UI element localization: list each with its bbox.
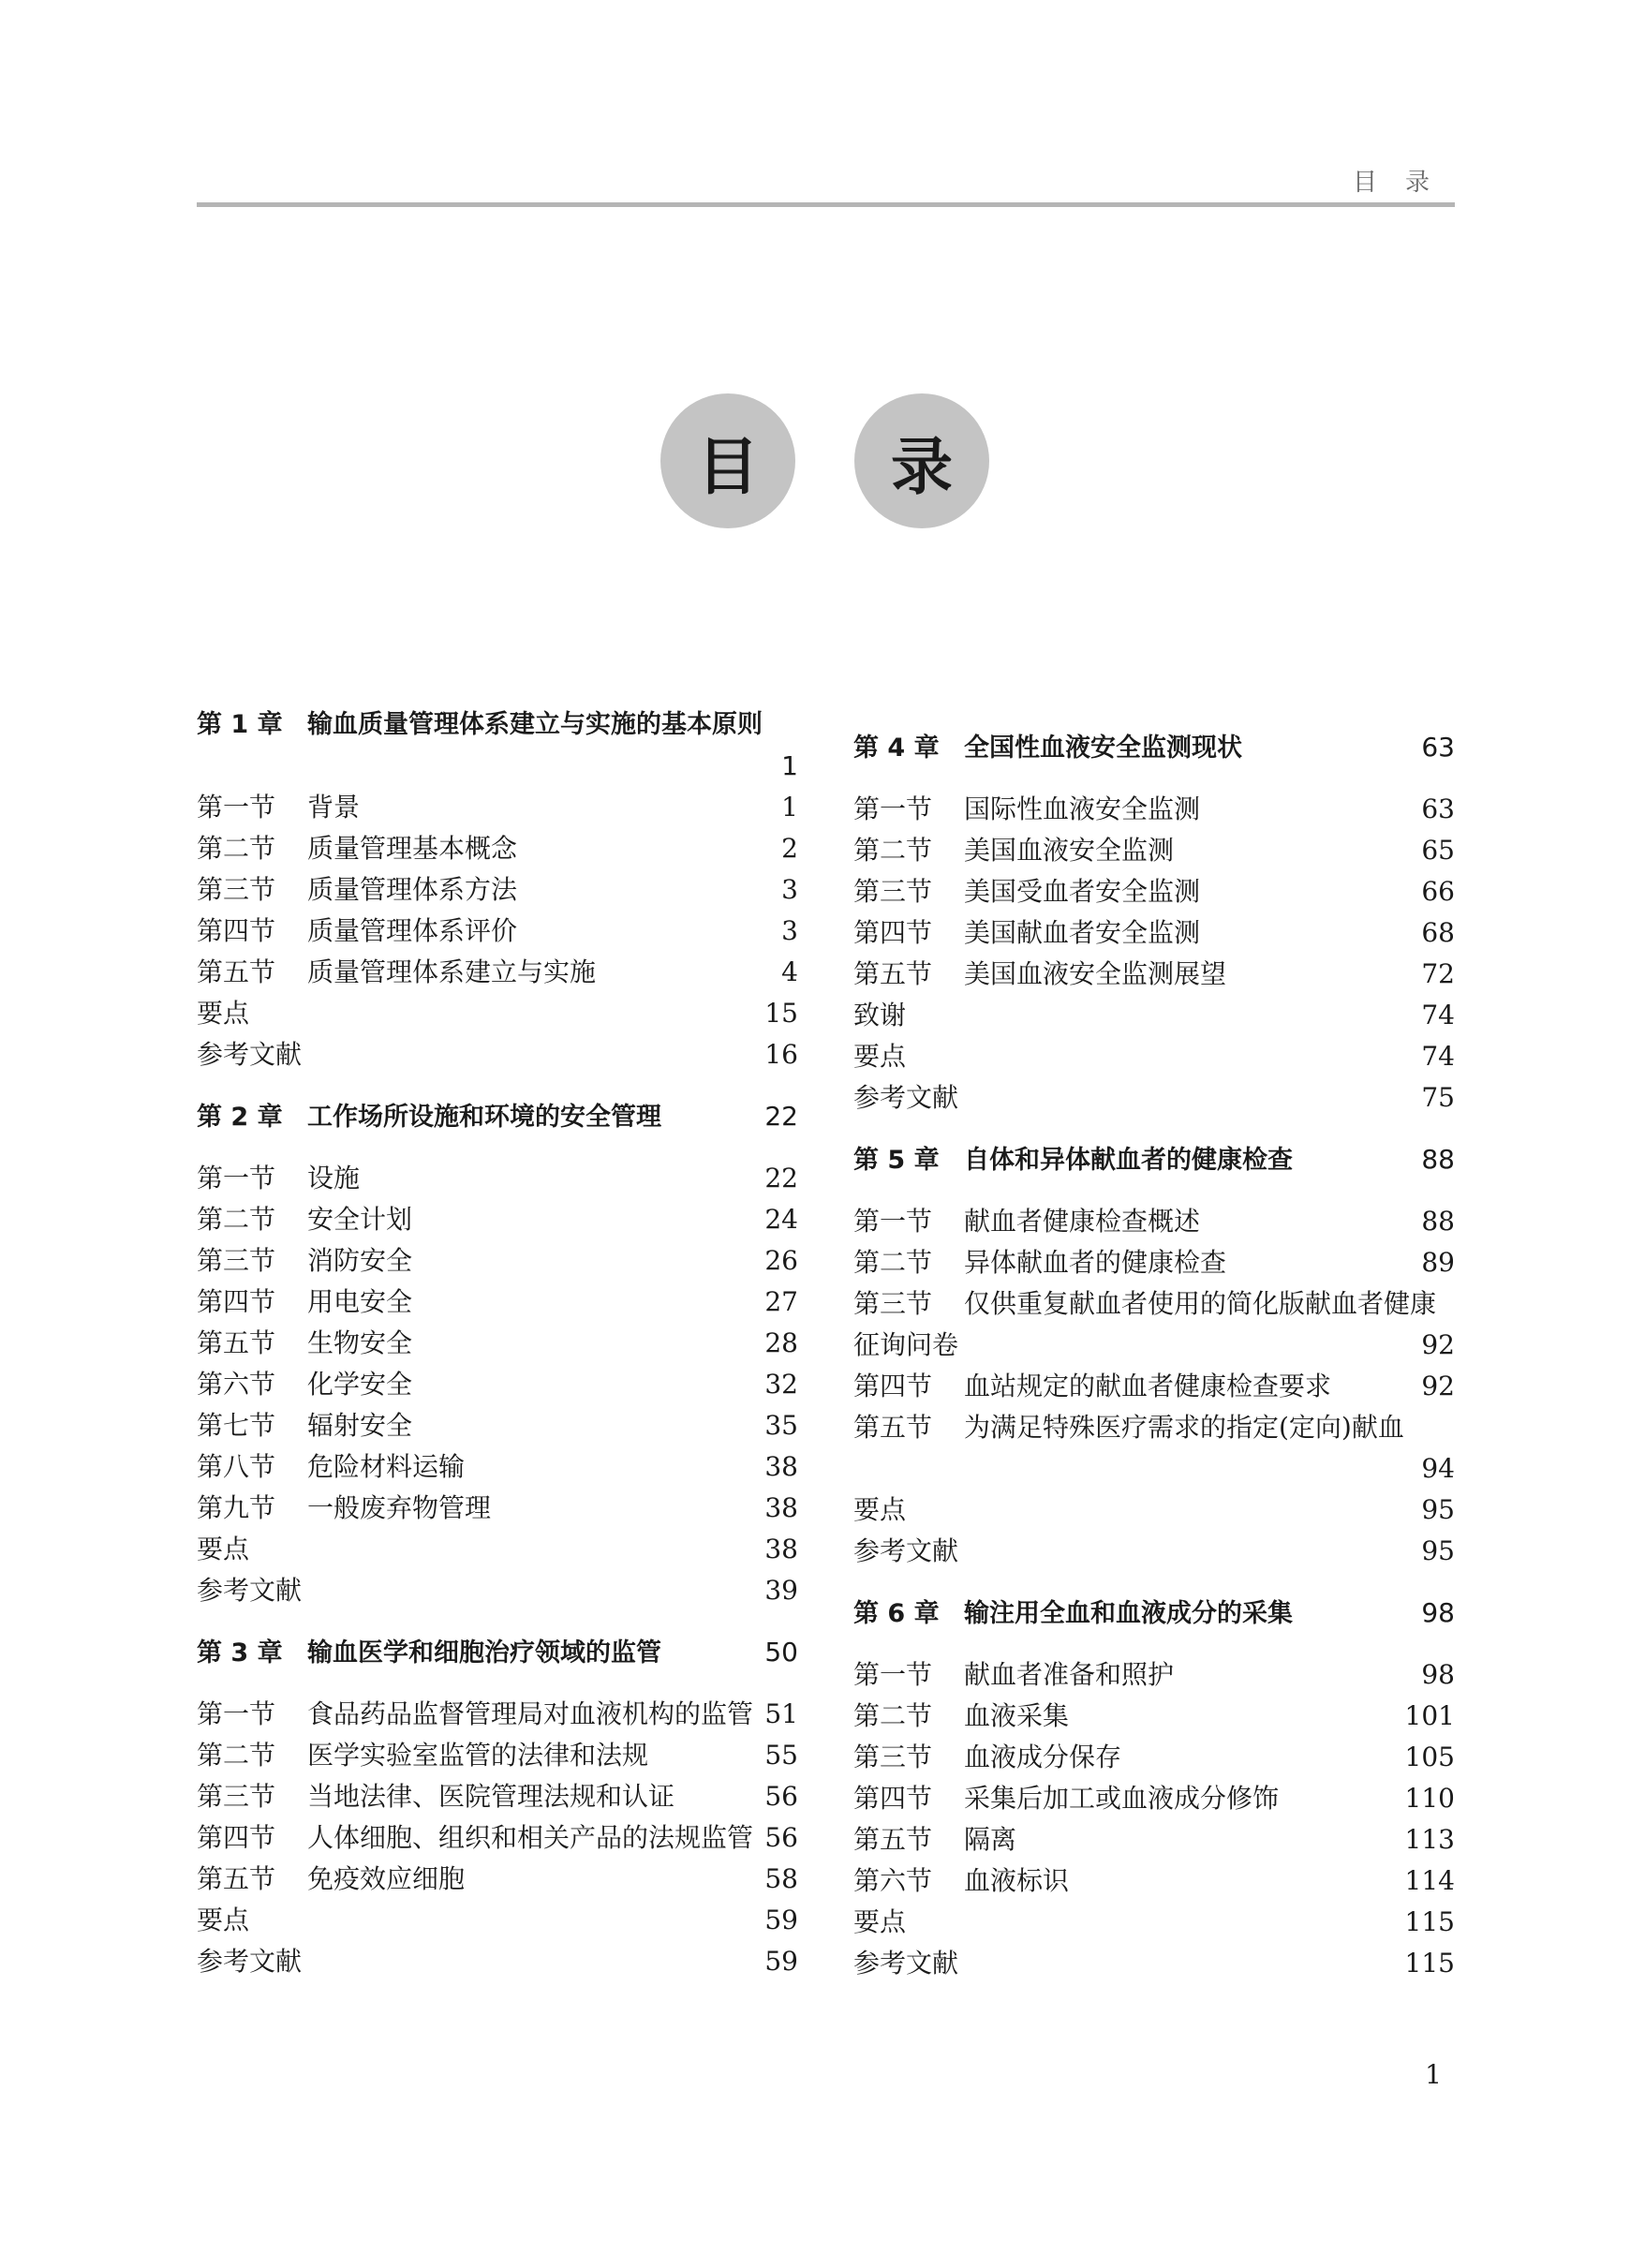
references-page: 39 (764, 1575, 798, 1606)
section-number: 第五节 (197, 1327, 276, 1358)
section-title: 质量管理体系建立与实施 (307, 956, 597, 987)
keypoints-page: 38 (764, 1534, 798, 1564)
toc-entry[interactable] (197, 911, 798, 952)
chapter-number: 第 3 章 (197, 1638, 283, 1668)
toc-entry[interactable] (853, 954, 1455, 995)
section-title: 仅供重复献血者使用的简化版献血者健康 (964, 1288, 1437, 1319)
section-page: 38 (764, 1451, 798, 1482)
toc-entry[interactable] (853, 1654, 1455, 1696)
section-page: 24 (764, 1204, 798, 1235)
toc-entry[interactable] (197, 828, 798, 869)
section-title: 安全计划 (307, 1204, 413, 1235)
section-page: 114 (1404, 1865, 1455, 1896)
section-title: 化学安全 (307, 1369, 413, 1400)
section-page: 92 (1421, 1371, 1455, 1401)
section-number: 第三节 (853, 876, 933, 907)
section-page: 35 (764, 1410, 798, 1441)
section-number: 第九节 (197, 1492, 276, 1523)
section-title: 一般废弃物管理 (307, 1492, 492, 1523)
section-title: 背景 (307, 792, 361, 823)
section-title: 采集后加工或血液成分修饰 (964, 1783, 1280, 1814)
chapter-title: 全国性血液安全监测现状 (964, 734, 1242, 763)
toc-entry-keypoints[interactable] (853, 1490, 1455, 1531)
toc-entry[interactable] (853, 1283, 1455, 1325)
keypoints-title: 要点 (853, 1906, 907, 1937)
section-title: 医学实验室监管的法律和法规 (307, 1740, 649, 1771)
toc-entry[interactable] (197, 1364, 798, 1405)
chapter-page: 63 (1421, 732, 1455, 763)
section-title: 消防安全 (307, 1245, 413, 1276)
section-title: 当地法律、医院管理法规和认证 (307, 1781, 675, 1812)
references-title: 参考文献 (197, 1946, 303, 1977)
chapter-title: 输血医学和细胞治疗领域的监管 (307, 1638, 661, 1668)
section-number: 第四节 (197, 1822, 276, 1853)
toc-entry-keypoints[interactable] (197, 1900, 798, 1941)
section-page: 101 (1404, 1700, 1455, 1731)
toc-entry[interactable] (853, 789, 1455, 830)
toc-entry-references[interactable] (197, 1941, 798, 1982)
chapter-page: 22 (764, 1101, 798, 1132)
toc-entry[interactable] (853, 1407, 1455, 1448)
section-page: 113 (1404, 1824, 1455, 1855)
toc-entry-keypoints[interactable] (197, 1529, 798, 1570)
toc-entry[interactable] (853, 1696, 1455, 1737)
section-page: 1 (781, 792, 798, 823)
toc-entry[interactable] (197, 1488, 798, 1529)
section-number: 第五节 (853, 958, 933, 989)
section-page: 3 (781, 874, 798, 905)
chapter-number: 第 4 章 (853, 734, 940, 763)
section-number: 第四节 (197, 915, 276, 946)
chapter-title: 输注用全血和血液成分的采集 (964, 1599, 1293, 1628)
toc-entry[interactable] (853, 1366, 1455, 1407)
references-title: 参考文献 (853, 1948, 959, 1979)
thanks-page: 74 (1421, 1000, 1455, 1030)
toc-entry-references[interactable] (853, 1077, 1455, 1119)
section-number: 第一节 (197, 1163, 276, 1193)
section-number: 第一节 (853, 793, 933, 824)
toc-entry[interactable] (853, 1201, 1455, 1242)
chapter-page: 98 (1421, 1597, 1455, 1628)
references-page: 95 (1421, 1535, 1455, 1566)
chapter-page: 1 (781, 750, 798, 781)
section-title: 血液成分保存 (964, 1742, 1122, 1772)
section-number: 第五节 (853, 1824, 933, 1855)
section-title: 隔离 (964, 1824, 1017, 1855)
chapter-6-heading[interactable] (853, 1593, 1455, 1634)
toc-entry[interactable] (853, 1819, 1455, 1860)
toc-entry-references[interactable] (853, 1943, 1455, 1984)
section-page: 58 (764, 1863, 798, 1894)
section-page: 32 (764, 1369, 798, 1400)
section-title: 辐射安全 (307, 1410, 413, 1441)
section-page: 66 (1421, 876, 1455, 907)
section-title: 血液标识 (964, 1865, 1070, 1896)
chapter-4-heading[interactable] (853, 727, 1455, 768)
section-number: 第七节 (197, 1410, 276, 1441)
section-title: 献血者健康检查概述 (964, 1206, 1201, 1237)
section-page: 38 (764, 1492, 798, 1523)
section-page: 56 (764, 1781, 798, 1812)
section-number: 第四节 (853, 917, 933, 948)
toc-right-column (853, 727, 1455, 1984)
toc-entry-references[interactable] (197, 1570, 798, 1611)
section-title: 危险材料运输 (307, 1451, 466, 1482)
toc-entry[interactable] (197, 1694, 798, 1735)
toc-entry-keypoints[interactable] (853, 1036, 1455, 1077)
section-title: 美国献血者安全监测 (964, 917, 1201, 948)
section-title: 质量管理体系评价 (307, 915, 518, 946)
section-title: 美国受血者安全监测 (964, 876, 1201, 907)
toc-entry[interactable] (853, 1737, 1455, 1778)
section-title: 生物安全 (307, 1327, 413, 1358)
section-page: 22 (764, 1163, 798, 1193)
references-title: 参考文献 (197, 1575, 303, 1606)
title-circle-2: 录 (854, 393, 989, 528)
chapter-title: 自体和异体献血者的健康检查 (964, 1146, 1293, 1175)
section-number: 第二节 (197, 1740, 276, 1771)
toc-entry[interactable] (197, 1735, 798, 1776)
running-head: 目录 (1352, 169, 1458, 197)
toc-entry[interactable] (197, 1158, 798, 1199)
section-page: 68 (1421, 917, 1455, 948)
section-number: 第一节 (853, 1659, 933, 1690)
keypoints-page: 59 (764, 1905, 798, 1935)
chapter-number: 第 2 章 (197, 1103, 283, 1132)
section-number: 第一节 (197, 1698, 276, 1729)
chapter-page: 50 (764, 1637, 798, 1668)
section-number: 第一节 (197, 792, 276, 823)
section-number: 第一节 (853, 1206, 933, 1237)
thanks-title: 致谢 (853, 1000, 907, 1030)
section-number: 第三节 (197, 1245, 276, 1276)
keypoints-title: 要点 (197, 1905, 250, 1935)
section-page: 55 (764, 1740, 798, 1771)
section-page: 65 (1421, 835, 1455, 866)
toc-left-column (197, 704, 798, 1982)
section-title: 用电安全 (307, 1286, 413, 1317)
section-number: 第三节 (853, 1742, 933, 1772)
toc-entry[interactable] (197, 1282, 798, 1323)
toc-entry[interactable] (197, 1776, 798, 1817)
section-number: 第四节 (197, 1286, 276, 1317)
page-number: 1 (1425, 2059, 1442, 2090)
chapter-3-heading[interactable] (197, 1632, 798, 1673)
toc-entry[interactable] (197, 1240, 798, 1282)
section-number: 第二节 (853, 835, 933, 866)
section-title: 异体献血者的健康检查 (964, 1247, 1227, 1278)
toc-entry[interactable] (853, 1242, 1455, 1283)
toc-entry-page-continuation[interactable] (853, 1448, 1455, 1490)
chapter-page: 88 (1421, 1144, 1455, 1175)
section-page: 88 (1421, 1206, 1455, 1237)
section-page: 92 (1421, 1329, 1455, 1360)
toc-entry[interactable] (197, 1446, 798, 1488)
toc-entry[interactable] (197, 1199, 798, 1240)
section-title: 设施 (307, 1163, 361, 1193)
toc-entry-continuation[interactable] (853, 1325, 1455, 1366)
chapter-number: 第 5 章 (853, 1146, 940, 1175)
section-number: 第五节 (197, 1863, 276, 1894)
section-page: 63 (1421, 793, 1455, 824)
toc-entry-keypoints[interactable] (853, 1902, 1455, 1943)
keypoints-page: 95 (1421, 1494, 1455, 1525)
references-page: 16 (764, 1039, 798, 1070)
references-title: 参考文献 (853, 1535, 959, 1566)
toc-entry-references[interactable] (853, 1531, 1455, 1572)
toc-entry-thanks[interactable] (853, 995, 1455, 1036)
toc-entry[interactable] (197, 952, 798, 993)
section-page: 28 (764, 1327, 798, 1358)
section-title: 质量管理体系方法 (307, 874, 518, 905)
section-title: 人体细胞、组织和相关产品的法规监管 (307, 1822, 754, 1853)
section-page: 3 (781, 915, 798, 946)
section-page: 72 (1421, 958, 1455, 989)
section-number: 第六节 (853, 1865, 933, 1896)
section-page: 51 (764, 1698, 798, 1729)
references-page: 59 (764, 1946, 798, 1977)
references-title: 参考文献 (853, 1082, 959, 1113)
section-number: 第二节 (853, 1247, 933, 1278)
toc-entry[interactable] (853, 1860, 1455, 1902)
section-page: 56 (764, 1822, 798, 1853)
header-rule (197, 202, 1455, 207)
chapter-title: 工作场所设施和环境的安全管理 (307, 1103, 661, 1132)
section-number: 第六节 (197, 1369, 276, 1400)
toc-entry[interactable] (197, 1405, 798, 1446)
section-number: 第三节 (853, 1288, 933, 1319)
section-page: 4 (781, 956, 798, 987)
section-number: 第八节 (197, 1451, 276, 1482)
references-page: 115 (1404, 1948, 1455, 1979)
keypoints-title: 要点 (853, 1041, 907, 1072)
section-title: 血站规定的献血者健康检查要求 (964, 1371, 1332, 1401)
section-number: 第二节 (853, 1700, 933, 1731)
section-page: 105 (1404, 1742, 1455, 1772)
toc-entry[interactable] (197, 1817, 798, 1859)
section-title: 美国血液安全监测 (964, 835, 1175, 866)
section-number: 第四节 (853, 1783, 933, 1814)
section-number: 第三节 (197, 874, 276, 905)
chapter-5-heading[interactable] (853, 1139, 1455, 1180)
section-title: 献血者准备和照护 (964, 1659, 1175, 1690)
toc-entry[interactable] (197, 787, 798, 828)
chapter-2-heading[interactable] (197, 1096, 798, 1137)
references-title: 参考文献 (197, 1039, 303, 1070)
toc-entry-references[interactable] (197, 1034, 798, 1075)
toc-entry[interactable] (853, 830, 1455, 871)
keypoints-title: 要点 (197, 998, 250, 1029)
section-page: 2 (781, 833, 798, 864)
section-title: 血液采集 (964, 1700, 1070, 1731)
section-number: 第二节 (197, 1204, 276, 1235)
keypoints-title: 要点 (853, 1494, 907, 1525)
toc-entry-keypoints[interactable] (197, 993, 798, 1034)
section-number: 第四节 (853, 1371, 933, 1401)
keypoints-page: 15 (764, 998, 798, 1029)
section-page: 110 (1404, 1783, 1455, 1814)
section-title: 质量管理基本概念 (307, 833, 518, 864)
chapter-title: 输血质量管理体系建立与实施的基本原则 (307, 710, 763, 739)
section-title: 食品药品监督管理局对血液机构的监管 (307, 1698, 754, 1729)
keypoints-title: 要点 (197, 1534, 250, 1564)
keypoints-page: 74 (1421, 1041, 1455, 1072)
toc-entry[interactable] (853, 912, 1455, 954)
title-circle-1: 目 (660, 393, 795, 528)
section-page: 27 (764, 1286, 798, 1317)
chapter-number: 第 6 章 (853, 1599, 940, 1628)
section-title-continued: 征询问卷 (853, 1329, 959, 1360)
section-title: 美国血液安全监测展望 (964, 958, 1227, 989)
section-title: 免疫效应细胞 (307, 1863, 466, 1894)
toc-entry[interactable] (853, 1778, 1455, 1819)
section-number: 第五节 (197, 956, 276, 987)
references-page: 75 (1421, 1082, 1455, 1113)
toc-entry[interactable] (197, 1323, 798, 1364)
section-page: 98 (1421, 1659, 1455, 1690)
section-page: 94 (1421, 1453, 1455, 1484)
toc-entry[interactable] (853, 871, 1455, 912)
toc-entry[interactable] (197, 869, 798, 911)
chapter-number: 第 1 章 (197, 710, 283, 739)
toc-entry[interactable] (197, 1859, 798, 1900)
section-number: 第三节 (197, 1781, 276, 1812)
chapter-1-heading[interactable] (197, 704, 798, 787)
section-title: 国际性血液安全监测 (964, 793, 1201, 824)
section-number: 第五节 (853, 1412, 933, 1443)
section-page: 26 (764, 1245, 798, 1276)
keypoints-page: 115 (1404, 1906, 1455, 1937)
section-number: 第二节 (197, 833, 276, 864)
section-page: 89 (1421, 1247, 1455, 1278)
section-title: 为满足特殊医疗需求的指定(定向)献血 (964, 1412, 1404, 1443)
